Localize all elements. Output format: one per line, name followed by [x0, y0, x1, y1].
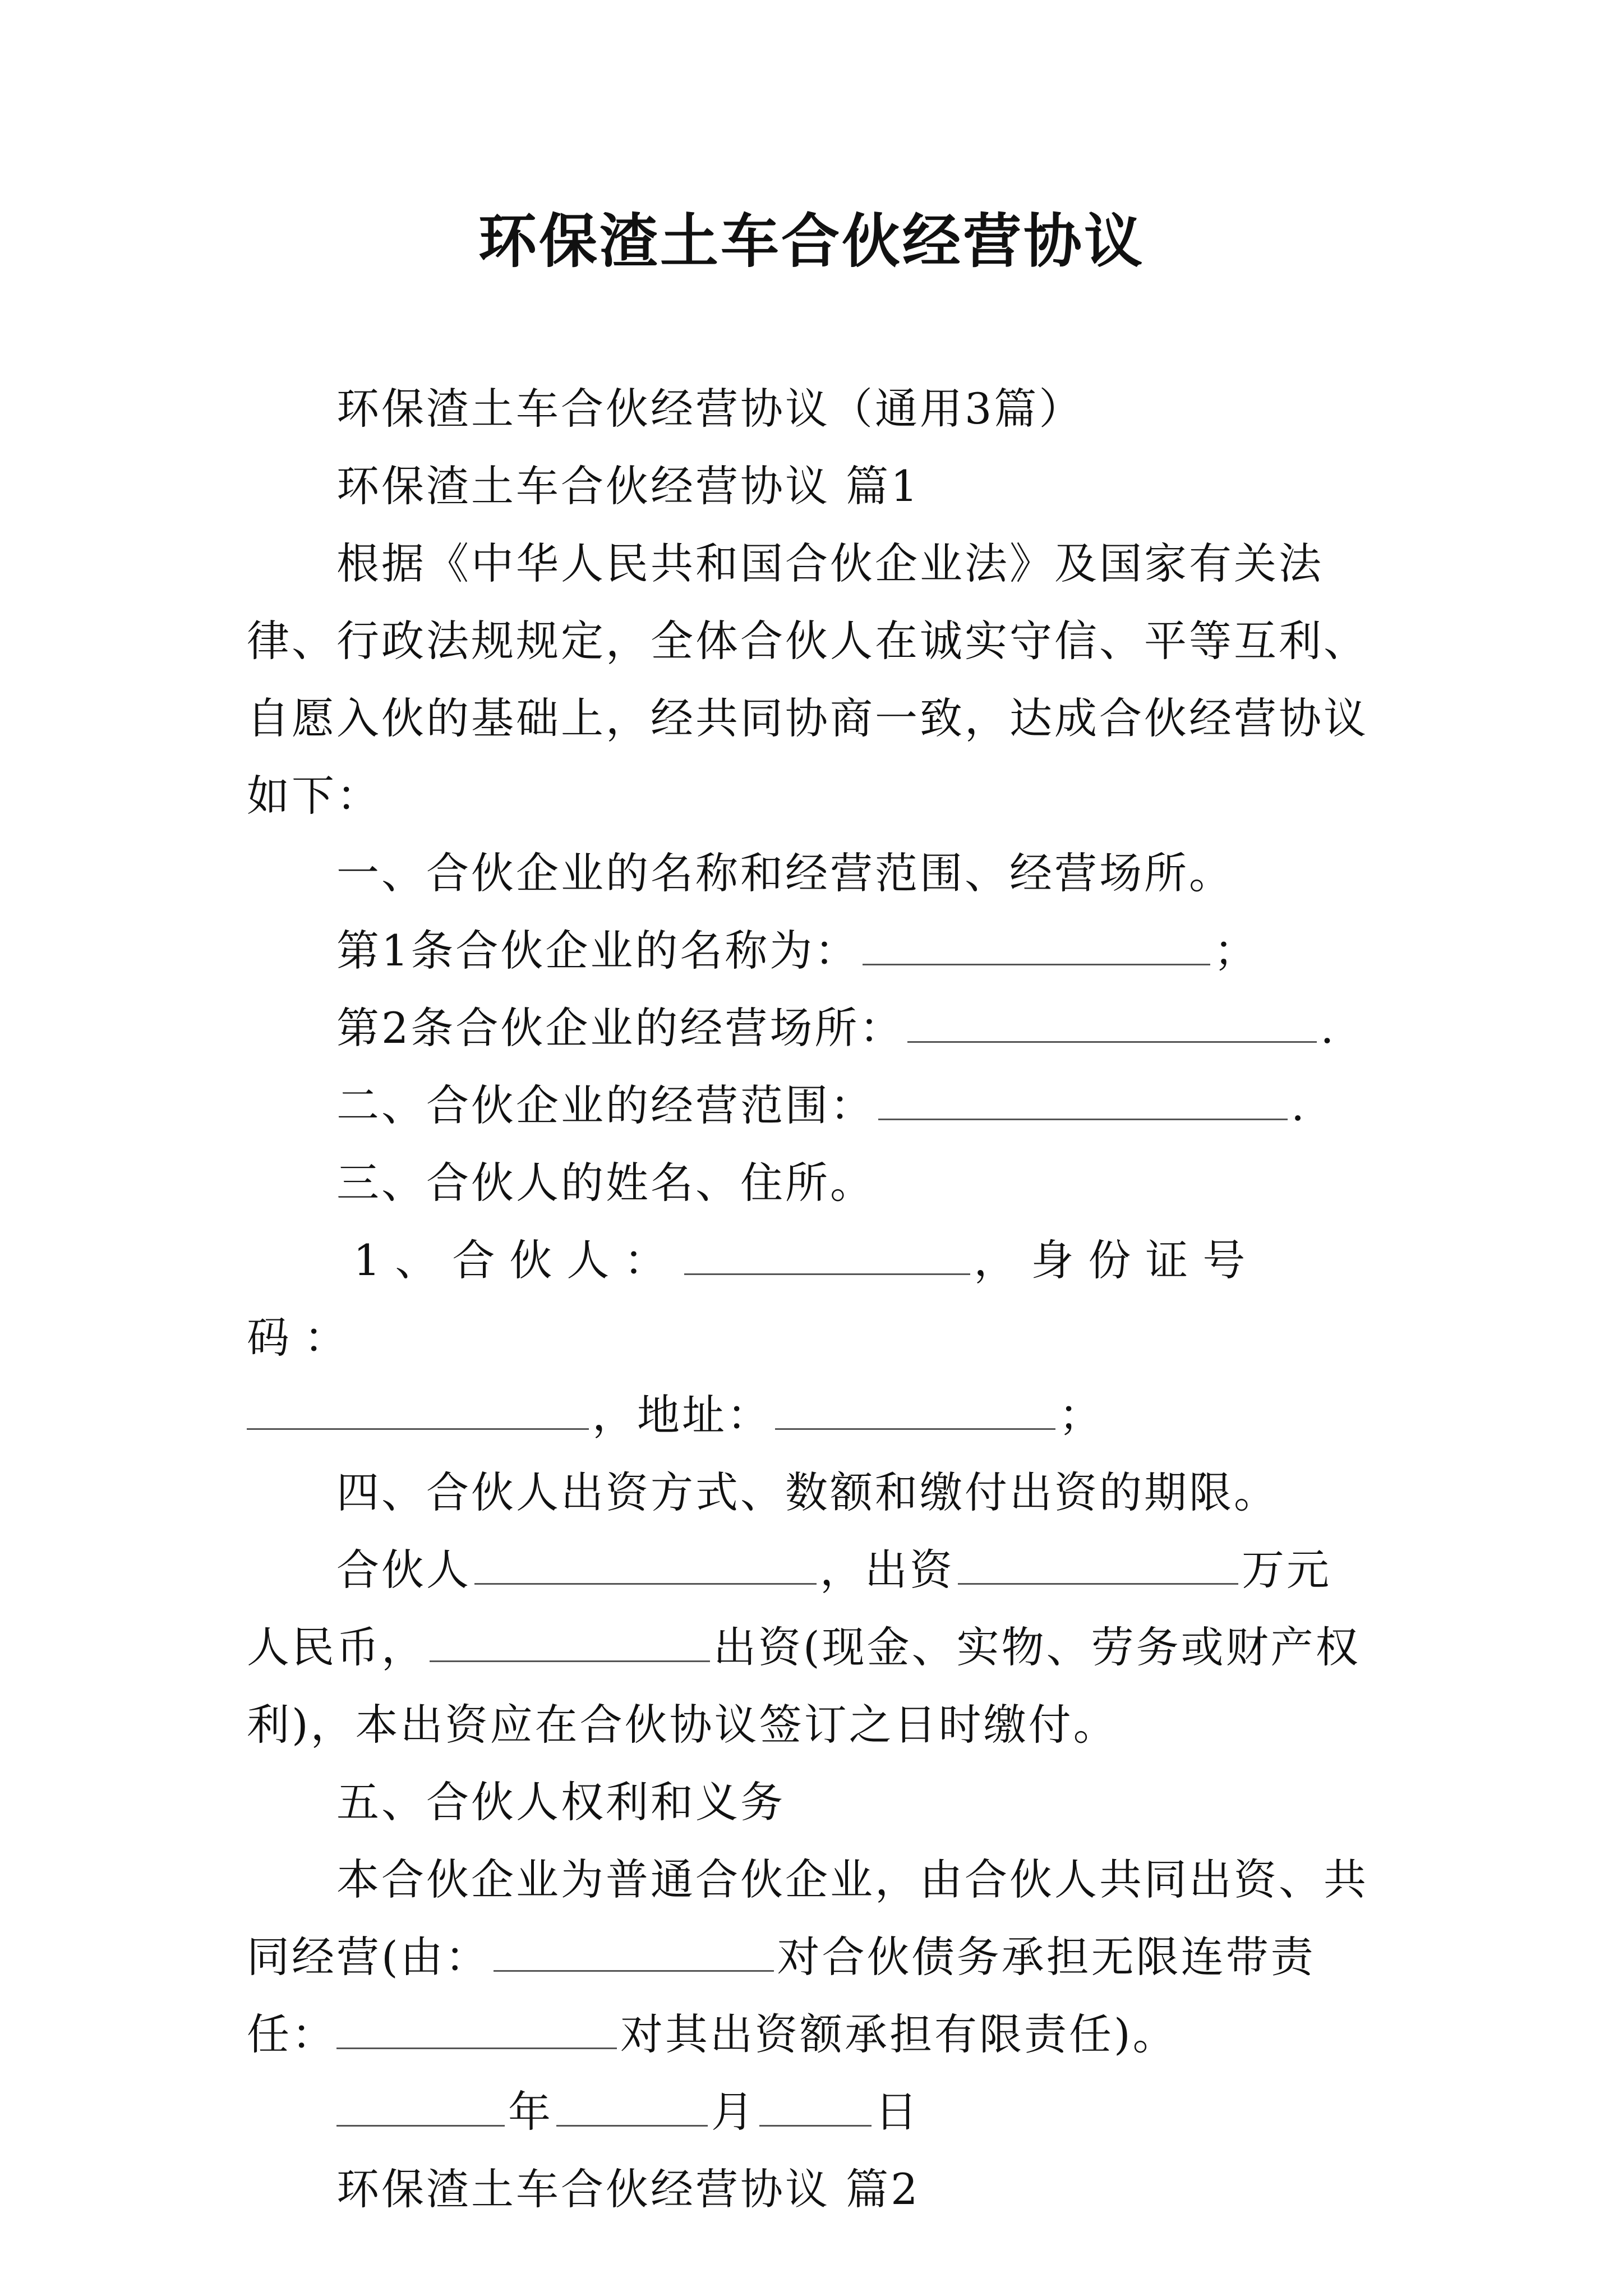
address-line	[247, 1377, 1374, 1454]
date-line	[247, 2073, 1374, 2151]
section-2-heading: 环保渣土车合伙经营协议 篇2	[336, 2164, 920, 2214]
document-body	[247, 370, 1374, 2228]
article-1-end: ；	[1214, 926, 1259, 976]
partner-info-line	[247, 1222, 1374, 1377]
item-5-text-b: 对合伙债务承担无限连带责任：	[247, 1932, 1316, 2059]
article-2-label: 第2条合伙企业的经营场所：	[336, 1003, 905, 1053]
section-1-heading: 环保渣土车合伙经营协议 篇1	[336, 461, 920, 511]
contribution-deadline: 本出资应在合伙协议签订之日时缴付。	[355, 1700, 1118, 1750]
address-blank	[775, 1391, 1055, 1430]
item-2-label: 二、合伙企业的经营范围：	[336, 1080, 875, 1130]
item-5-heading: 五、合伙人权利和义务	[336, 1777, 785, 1827]
contribution-unit: 万元人民币，	[247, 1545, 1331, 1672]
day-label: 日	[875, 2087, 920, 2137]
item-3-heading: 三、合伙人的姓名、住所。	[336, 1158, 875, 1208]
id-number-blank	[247, 1391, 589, 1430]
item-5-text-a: 本合伙企业为普通合伙企业，由合伙人共同出资、共同经营(由：	[247, 1855, 1368, 1982]
month-label: 月	[711, 2087, 756, 2137]
partner-name-blank	[684, 1236, 970, 1275]
month-blank	[556, 2088, 708, 2127]
limited-partner-blank	[336, 2010, 617, 2049]
contributor-name-blank	[474, 1546, 817, 1585]
contribution-partner-label: 合伙人	[336, 1545, 471, 1595]
address-label: ，地址：	[592, 1390, 772, 1440]
intro-paragraph: 根据《中华人民共和国合伙企业法》及国家有关法律、行政法规规定，全体合伙人在诚实守信、平等互利、自愿入伙的基础上，经共同协商一致，达成合伙经营协议如下：	[247, 539, 1368, 821]
business-place-blank	[907, 1004, 1317, 1043]
general-partner-blank	[494, 1933, 774, 1972]
article-2-line	[247, 990, 1374, 1067]
contribution-paragraph	[247, 1531, 1374, 1764]
contribution-method-blank	[430, 1623, 710, 1662]
company-name-blank	[863, 927, 1210, 965]
item-2-end: .	[1291, 1080, 1307, 1130]
item-2-line	[247, 1067, 1374, 1144]
item-4-heading: 四、合伙人出资方式、数额和缴付出资的期限。	[336, 1467, 1279, 1517]
article-1-line	[247, 912, 1374, 990]
year-blank	[336, 2088, 505, 2127]
id-number-label: ，身份证号码：	[247, 1235, 1260, 1363]
contribution-method: 出资(现金、实物、劳务或财产权利)，	[247, 1622, 1361, 1750]
year-label: 年	[508, 2087, 553, 2137]
partner-label: 1、合伙人：	[353, 1235, 681, 1285]
item-5-paragraph	[247, 1841, 1374, 2073]
document-subtitle: 环保渣土车合伙经营协议（通用3篇）	[336, 384, 1084, 434]
article-2-end: .	[1320, 1003, 1336, 1053]
contribution-amount-blank	[958, 1546, 1238, 1585]
article-1-label: 第1条合伙企业的名称为：	[336, 926, 860, 976]
item-1-heading: 一、合伙企业的名称和经营范围、经营场所。	[336, 848, 1234, 898]
business-scope-blank	[878, 1082, 1288, 1120]
day-blank	[759, 2088, 872, 2127]
address-end: ；	[1059, 1390, 1104, 1440]
item-5-text-c: 对其出资额承担有限责任)。	[620, 2009, 1178, 2059]
document-title: 环保渣土车合伙经营协议	[478, 206, 1145, 275]
contribution-amount-label: ，出资	[820, 1545, 955, 1595]
